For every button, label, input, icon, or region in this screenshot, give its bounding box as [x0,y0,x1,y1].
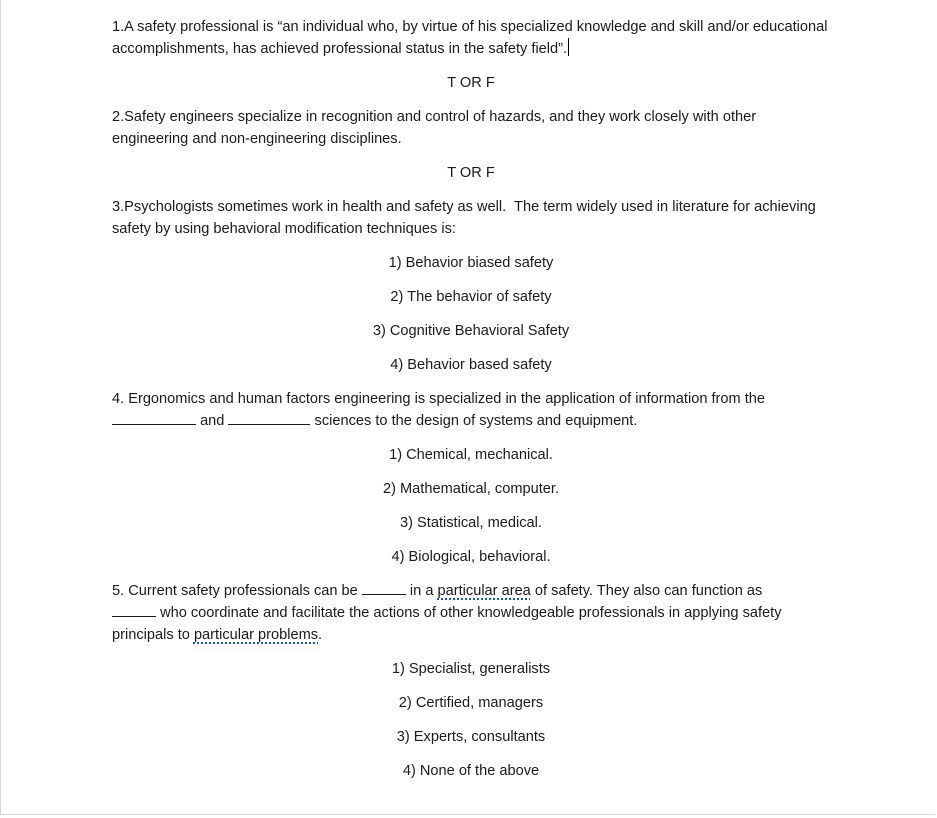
question-5-part-1: 5. Current safety professionals can be [112,583,358,599]
question-4-option-1: 1) Chemical, mechanical. [389,447,553,463]
blank-line [112,410,196,425]
question-5-part-2: in a [409,583,434,599]
question-1-answer: T OR F [447,75,495,91]
question-4-option-4: 4) Biological, behavioral. [391,549,551,565]
question-1-stem: 1.A safety professional is “an individual who, by virtue of his specialized knowledge and skill and/or educational accomplishments, has achieved professional status in the safety field”. [112,19,832,57]
question-5-part-4: who coordinate and facilitate the actions of other knowledgeable professionals in applying safety principals to [112,605,786,643]
question-3-option-3: 3) Cognitive Behavioral Safety [372,323,570,339]
question-5-part-5: . [318,627,323,643]
question-2-answer: T OR F [447,165,495,181]
question-3-text: 3.Psychologists sometimes work in health and safety as well. The term widely used in literature for achieving safety by using behavioral modification techniques is: [112,199,820,237]
blank-line [362,580,406,595]
spelling-flag-particular-area[interactable]: particular area [437,583,531,599]
question-4-rest: sciences to the design of systems and equipment. [314,413,638,429]
question-5-option-3: 3) Experts, consultants [396,729,546,745]
question-3-option-2: 2) The behavior of safety [390,289,552,305]
blank-line [228,410,310,425]
question-4-option-2: 2) Mathematical, computer. [382,481,559,497]
question-4-option-3: 3) Statistical, medical. [400,515,542,531]
question-3-option-4: 4) Behavior based safety [390,357,552,373]
question-5-part-3: of safety. They also can function as [534,583,763,599]
question-3-option-1: 1) Behavior biased safety [388,255,554,271]
question-4-line-1: 4. Ergonomics and human factors engineering is specialized in the application of information from the [112,391,766,407]
text-cursor [568,38,569,56]
document-body[interactable] [112,16,832,794]
question-5-option-4: 4) None of the above [402,763,540,779]
blank-line [112,602,156,617]
spelling-flag-particular-problems[interactable]: particular problems [193,627,319,643]
question-5-option-1: 1) Specialist, generalists [391,661,551,677]
question-4-text [112,388,832,432]
question-2-text: 2.Safety engineers specialize in recognition and control of hazards, and they work closely with other engineering and non-engineering disciplines. [112,109,761,147]
question-4-and: and [200,413,225,429]
question-1-text[interactable] [112,16,832,60]
question-5-option-2: 2) Certified, managers [398,695,544,711]
question-5-text [112,580,832,646]
